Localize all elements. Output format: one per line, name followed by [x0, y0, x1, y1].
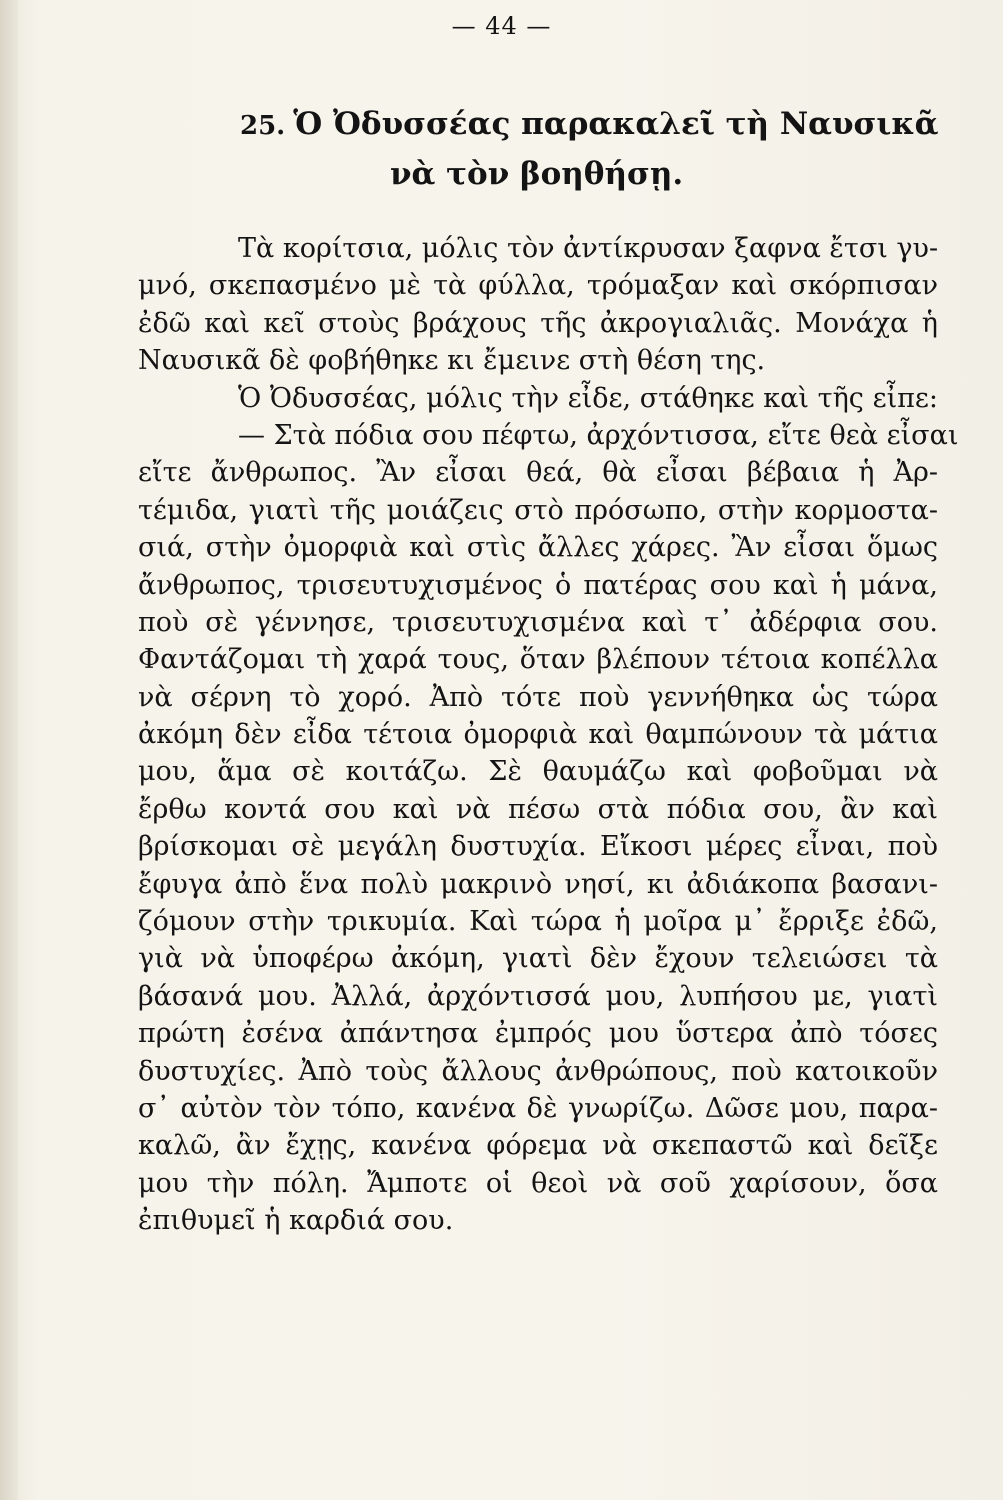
text-line: ἔρθω κοντά σου καὶ νὰ πέσω στὰ πόδια σου, ἂν καὶ: [138, 793, 938, 825]
text-line: νὰ σέρνη τὸ χορό. Ἀπὸ τότε ποὺ γεννήθηκα ὡς τώρα: [138, 681, 938, 713]
text-line: σ᾿ αὐτὸν τὸν τόπο, κανένα δὲ γνωρίζω. Δῶσε μου, παρα-: [138, 1092, 938, 1124]
text-line: ἔφυγα ἀπὸ ἕνα πολὺ μακρινὸ νησί, κι ἀδιάκοπα βασανι-: [138, 868, 938, 900]
text-line: ἄνθρωπος, τρισευτυχισμένος ὁ πατέρας σου καὶ ἡ μάνα,: [138, 569, 938, 601]
section-number: 25.: [240, 111, 286, 141]
text-line: Ὁ Ὀδυσσέας, μόλις τὴν εἶδε, στάθηκε καὶ τῆς εἶπε:: [238, 382, 938, 414]
text-line: τέμιδα, γιατὶ τῆς μοιάζεις στὸ πρόσωπο, στὴν κορμοστα-: [138, 494, 938, 526]
text-line: βάσανά μου. Ἀλλά, ἀρχόντισσά μου, λυπήσου με, γιατὶ: [138, 980, 938, 1012]
text-line: ἐδῶ καὶ κεῖ στοὺς βράχους τῆς ἀκρογιαλιᾶς. Μονάχα ἡ: [138, 307, 938, 339]
text-line: ἀκόμη δὲν εἶδα τέτοια ὀμορφιὰ καὶ θαμπώνουν τὰ μάτια: [138, 719, 938, 751]
text-line: δυστυχίες. Ἀπὸ τοὺς ἄλλους ἀνθρώπους, ποὺ κατοικοῦν: [138, 1055, 938, 1087]
page-binding-edge: [0, 0, 18, 1500]
text-line: ζόμουν στὴν τρικυμία. Καὶ τώρα ἡ μοῖρα μ᾿ ἔρριξε ἐδῶ,: [138, 906, 938, 938]
text-line: καλῶ, ἂν ἔχῃς, κανένα φόρεμα νὰ σκεπαστῶ καὶ δεῖξε: [138, 1130, 938, 1162]
text-line: πρώτη ἐσένα ἀπάντησα ἐμπρός μου ὕστερα ἀπὸ τόσες: [138, 1018, 938, 1050]
text-line: μνό, σκεπασμένο μὲ τὰ φύλλα, τρόμαξαν καὶ σκόρπισαν: [138, 270, 938, 302]
text-line: Ναυσικᾶ δὲ φοβήθηκε κι ἔμεινε στὴ θέση της.: [138, 345, 766, 377]
text-line: μου, ἅμα σὲ κοιτάζω. Σὲ θαυμάζω καὶ φοβοῦμαι νὰ: [138, 756, 938, 788]
text-line: εἴτε ἄνθρωπος. Ἂν εἶσαι θεά, θὰ εἶσαι βέβαια ἡ Ἀρ-: [138, 457, 938, 489]
body-text: [138, 230, 959, 1240]
title-line-2: νὰ τὸν βοηθήσῃ.: [390, 156, 684, 192]
text-line: σιά, στὴν ὀμορφιὰ καὶ στὶς ἄλλες χάρες. Ἂν εἶσαι ὅμως: [138, 532, 938, 564]
text-line: Φαντάζομαι τὴ χαρά τους, ὅταν βλέπουν τέτοια κοπέλλα: [138, 644, 938, 676]
text-line: βρίσκομαι σὲ μεγάλη δυστυχία. Εἴκοσι μέρες εἶναι, ποὺ: [138, 831, 938, 863]
text-line: ποὺ σὲ γέννησε, τρισευτυχισμένα καὶ τ᾿ ἀδέρφια σου.: [138, 606, 938, 638]
text-line: ἐπιθυμεῖ ἡ καρδιά σου.: [138, 1205, 454, 1237]
page-number: — 44 —: [451, 12, 552, 40]
title-line-1: Ὁ Ὀδυσσέας παρακαλεῖ τὴ Ναυσικᾶ: [293, 106, 939, 142]
text-line: Τὰ κορίτσια, μόλις τὸν ἀντίκρυσαν ξαφνα ἔτσι γυ-: [238, 233, 939, 264]
section-title: [240, 100, 940, 198]
text-line: μου τὴν πόλη. Ἄμποτε οἱ θεοὶ νὰ σοῦ χαρίσουν, ὅσα: [138, 1167, 938, 1199]
text-line: γιὰ νὰ ὑποφέρω ἀκόμη, γιατὶ δὲν ἔχουν τελειώσει τὰ: [138, 943, 938, 975]
text-line: — Στὰ πόδια σου πέφτω, ἀρχόντισσα, εἴτε θεὰ εἶσαι: [238, 419, 959, 451]
